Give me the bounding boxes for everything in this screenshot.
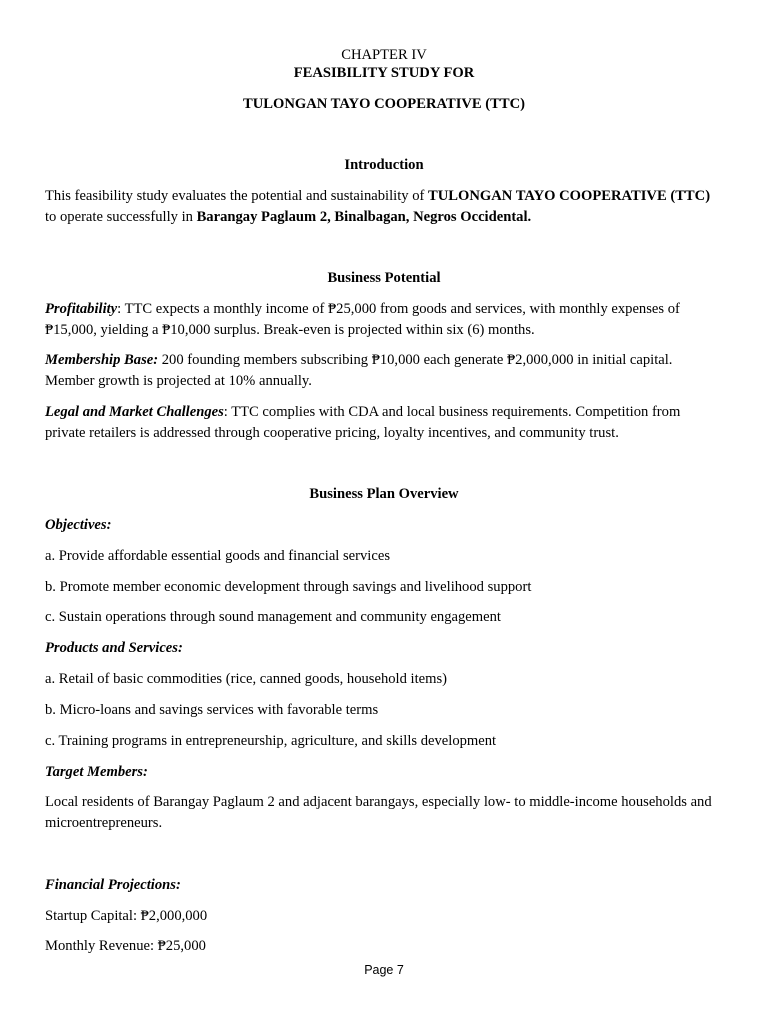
- profitability-text: : TTC expects a monthly income of ₱25,000 from goods and services, with monthly expenses of ₱15,000, yielding a ₱10,000 surplus. Break-even is projected within six (6) months.: [45, 301, 680, 338]
- monthly-revenue: Monthly Revenue: ₱25,000: [45, 938, 206, 954]
- document-title: FEASIBILITY STUDY FOR: [293, 65, 475, 81]
- introduction-text: This feasibility study evaluates the potential and sustainability of: [45, 188, 429, 204]
- business-plan-heading: Business Plan Overview: [309, 486, 459, 502]
- membership-paragraph: [45, 350, 723, 392]
- membership-text: 200 founding members subscribing ₱10,000 each generate ₱2,000,000 in initial capital. Member growth is projected at 10% annually.: [45, 352, 673, 389]
- product-item: b. Micro-loans and savings services with favorable terms: [45, 702, 379, 718]
- introduction-text-2: to operate successfully in: [45, 209, 197, 225]
- membership-label: Membership Base:: [45, 352, 159, 368]
- objective-item: b. Promote member economic development through savings and livelihood support: [45, 579, 532, 595]
- objective-item: c. Sustain operations through sound management and community engagement: [45, 609, 501, 625]
- cooperative-name: TULONGAN TAYO COOPERATIVE (TTC): [428, 188, 711, 204]
- legal-text: : TTC complies with CDA and local business requirements. Competition from private retailers is addressed through cooperative pricing, loyalty incentives, and community trust.: [45, 404, 681, 441]
- legal-paragraph: [45, 402, 723, 444]
- financial-projections-label: Financial Projections:: [45, 877, 181, 893]
- startup-capital: Startup Capital: ₱2,000,000: [45, 908, 208, 924]
- product-item: a. Retail of basic commodities (rice, canned goods, household items): [45, 671, 448, 687]
- target-members-label: Target Members:: [45, 764, 148, 780]
- document-subtitle: TULONGAN TAYO COOPERATIVE (TTC): [242, 96, 526, 112]
- location-name: Barangay Paglaum 2, Binalbagan, Negros Occidental.: [196, 209, 532, 225]
- page-number: Page 7: [364, 963, 404, 977]
- objectives-label: Objectives:: [45, 517, 112, 533]
- profitability-paragraph: [45, 299, 723, 341]
- legal-label: Legal and Market Challenges: [45, 404, 224, 420]
- profitability-label: Profitability: [45, 301, 118, 317]
- introduction-paragraph: [45, 186, 723, 228]
- objective-item: a. Provide affordable essential goods and financial services: [45, 548, 390, 564]
- product-item: c. Training programs in entrepreneurship, agriculture, and skills development: [45, 733, 497, 749]
- target-members-text: Local residents of Barangay Paglaum 2 and adjacent barangays, especially low- to middle-income households and microentrepreneurs.: [45, 794, 712, 831]
- introduction-heading: Introduction: [344, 157, 424, 173]
- chapter-label: CHAPTER IV: [341, 47, 427, 63]
- products-label: Products and Services:: [45, 640, 183, 656]
- business-potential-heading: Business Potential: [327, 270, 441, 286]
